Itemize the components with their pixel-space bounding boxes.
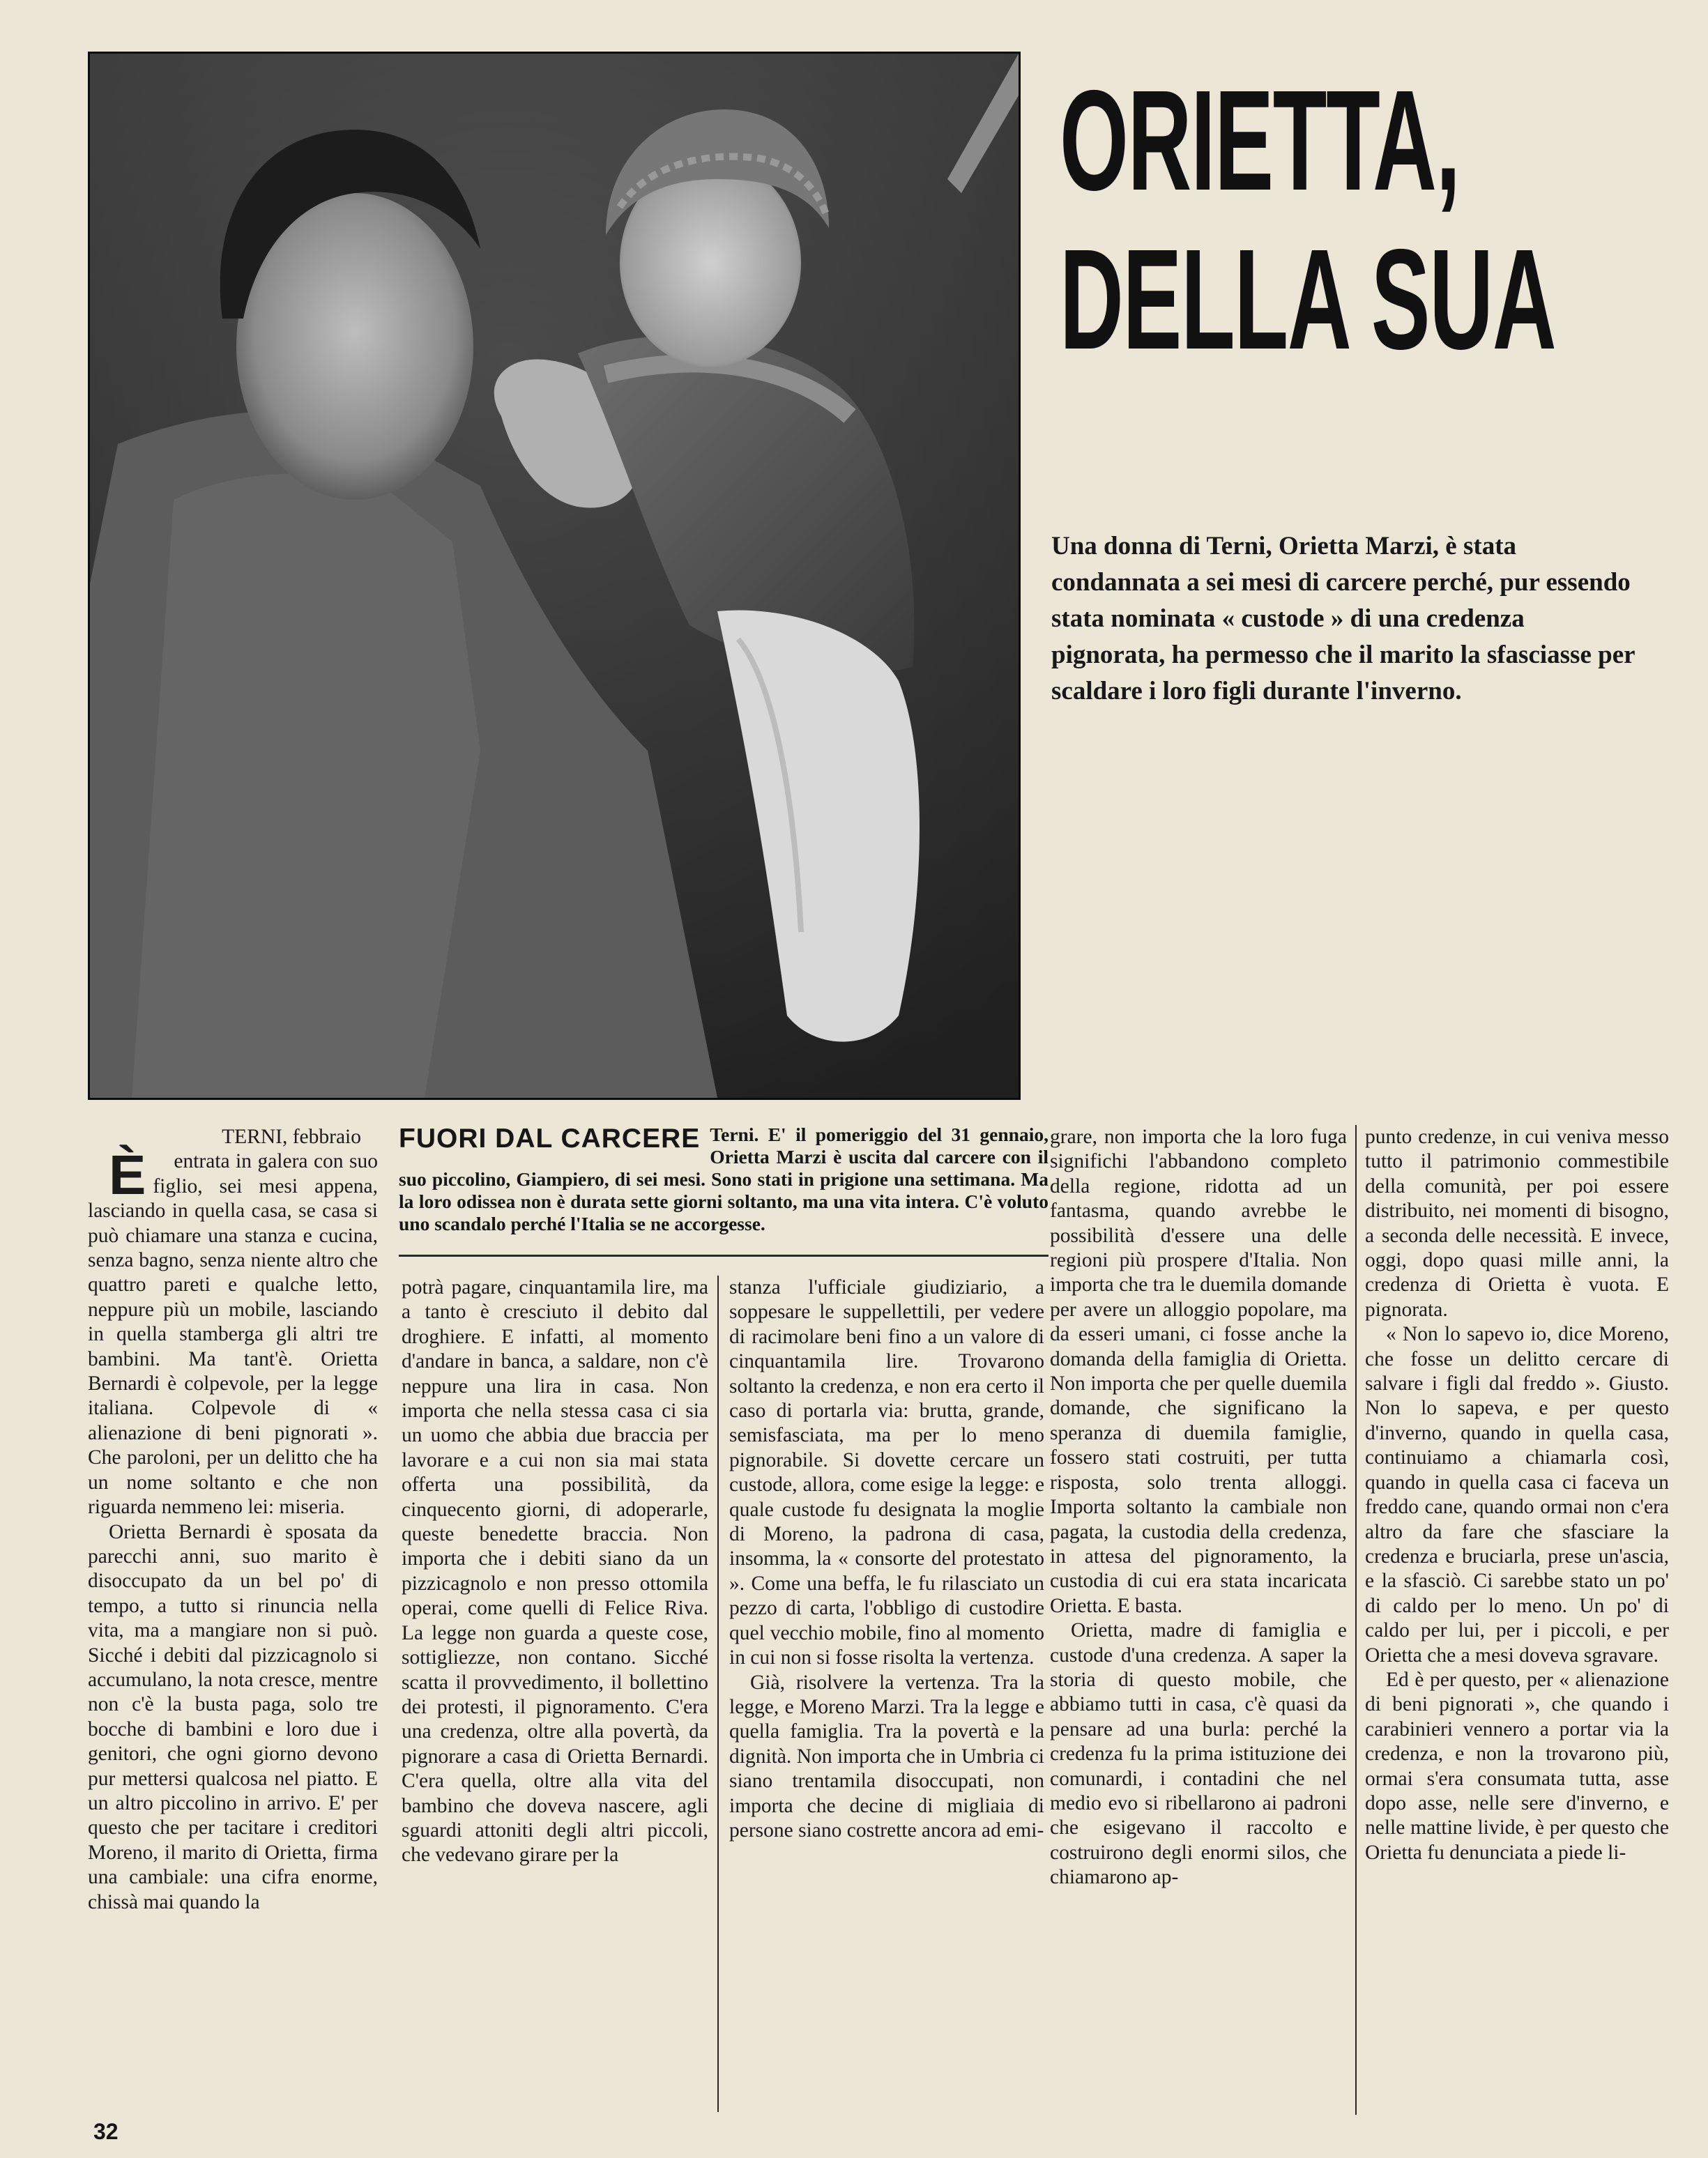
paragraph: « Non lo sapevo io, dice Moreno, che fosse un delitto cercare di salvare i figli dal freddo ». Giusto. Non lo sapeva, e per questo d'inverno, quando in quella casa, continuiamo a chiamarla così, quando in quella casa ci faceva un freddo cane, quando ormai non c'era altro da fare che sfasciare la credenza e bruciarla, prese un'ascia, e la sfasciò. Ci sarebbe stato un po' di caldo per lo meno. Un po' di caldo per lui, per i piccoli, e per Orietta che a mesi doveva sgravare.	[1365, 1323, 1669, 1667]
paragraph: Già, risolvere la vertenza. Tra la legge, e Moreno Marzi. Tra la legge e quella famiglia. Tra la povertà e la dignità. Non importa che in Umbria ci siano trentamila disoccupati, non importa che decine di migliaia di persone siano costrette ancora ad emi-	[729, 1671, 1044, 1842]
paragraph: Ed è per questo, per « alienazione di beni pignorati », che quando i carabinieri vennero a portar via la credenza, e non la trovarono più, ormai s'era consumata tutta, asse dopo asse, nelle sere d'inverno, e nelle mattine livide, è per questo che Orietta fu denunciata a piede li-	[1365, 1668, 1669, 1864]
article-column-4	[1050, 1125, 1347, 1890]
headline-line-1: ORIETTA,	[1060, 61, 1460, 220]
photo-mother-and-baby	[88, 52, 1021, 1100]
paragraph: potrà pagare, cinquantamila lire, ma a tanto è cresciuto il debito dal droghiere. E infatti, al momento d'andare in banca, a saldare, non c'è neppure una lira in casa. Non importa che nella stessa casa ci sia un uomo che abbia due braccia per lavorare e a cui non sia mai stata offerta una possibilità, da cinquecento giorni, di adoperarle, queste benedette braccia. Non importa che i debiti siano da un pizzicagnolo e non presso ottomila operai, come quelli di Felice Riva. La legge non guarda a queste cose, sottigliezze, non contano. Sicché scatta il provvedimento, il bollettino dei protesti, il pignoramento. C'era una credenza, oltre alla povertà, da pignorare a casa di Orietta Bernardi. C'era quella, oltre alla vita del bambino che doveva nascere, agli sguardi attoniti degli altri piccoli, che vedevano girare per la	[402, 1276, 708, 1867]
dateline: TERNI, febbraio	[222, 1126, 361, 1148]
paragraph: grare, non importa che la loro fuga significhi l'abbandono completo della regione, ridotta ad un fantasma, quando avrebbe le possibilità d'essere una delle regioni più prospere d'Italia. Non importa che tra le duemila domande per avere un alloggio popolare, ma da esseri umani, ci fosse anche la domanda della famiglia di Orietta. Non importa che per quelle duemila domande, che significano la speranza di duemila famiglie, fossero stati costruiti, per tutta risposta, solo trenta alloggi. Importa soltanto la cambiale non pagata, la custodia della credenza, in attesa del pignoramento, la custodia di cui era stata incaricata Orietta. E basta.	[1050, 1126, 1347, 1617]
paragraph: stanza l'ufficiale giudiziario, a soppesare le suppellettili, per vedere di racimolare beni fino a un valore di cinquantamila lire. Trovarono soltanto la credenza, e non era certo il caso di portarla via: brutta, grande, semisfasciata, ma per lo meno pignorabile. Si dovette cercare un custode, allora, come esige la legge: e quale custode fu designata la moglie di Moreno, la padrona di casa, insomma, la « consorte del protestato ». Come una beffa, le fu rilasciato un pezzo di carta, l'obbligo di custodire quel vecchio mobile, fino al momento in cui non si fosse risolta la vertenza.	[729, 1276, 1044, 1669]
column-rule	[717, 1276, 719, 2112]
paragraph: Orietta, madre di famiglia e custode d'una credenza. A saper la storia di questo mobile, che abbiamo tutti in casa, c'è quasi da pensare ad una burla: perché la credenza fu la prima istituzione dei comunardi, i contadini che nel medio evo si ribellarono ai padroni che esigevano il raccolto e costruirono degli enormi silos, che chiamarono ap-	[1050, 1619, 1347, 1889]
paragraph: Orietta Bernardi è sposata da parecchi anni, suo marito è disoccupato da un bel po' di tempo, a tutto si rinuncia nella vita, ma a mangiare non si può. Sicché i debiti dal pizzicagnolo si accumulano, la nota cresce, mentre non c'è la busta paga, solo tre bocche di bambini e loro due i genitori, che ogni giorno devono pur mettersi qualcosa nel piatto. E un altro piccolino in arrivo. E' per questo che per tacitare i creditori Moreno, il marito di Orietta, firma una cambiale: una cifra enorme, chissà mai quando la	[88, 1520, 378, 1913]
photo-illustration	[90, 54, 1019, 1098]
article-column-2	[402, 1276, 708, 1868]
caption-label: FUORI DAL CARCERE	[399, 1124, 701, 1154]
photo-caption	[399, 1124, 1049, 1235]
column-rule	[1355, 1125, 1357, 2115]
article-column-1	[88, 1125, 378, 1915]
caption-rule	[399, 1255, 1049, 1257]
drop-cap: È	[109, 1144, 146, 1207]
standfirst: Una donna di Terni, Orietta Marzi, è stata condannata a sei mesi di carcere perché, pur essendo stata nominata « custode » di una credenza pignorata, ha permesso che il marito la sfasciasse per scaldare i loro figli durante l'inverno.	[1051, 532, 1635, 705]
headline	[1060, 61, 1556, 379]
caption-text: Terni. E' il pomeriggio del 31 gennaio, Orietta Marzi è uscita dal carcere con il suo piccolino, Giampiero, di sei mesi. Sono stati in prigione una settimana. Ma la loro odissea non è durata sette giorni soltanto, ma una vita intera. C'è voluto uno scandalo perché l'Italia se ne accorgesse.	[399, 1124, 1049, 1234]
page-number: 32	[93, 2119, 119, 2144]
article-column-3	[729, 1276, 1044, 1843]
paragraph: punto credenze, in cui veniva messo tutto il patrimonio commestibile della comunità, per poi essere distribuito, nei momenti di bisogno, a seconda delle necessità. E invece, oggi, dopo quasi mille anni, la credenza di Orietta è vuota. E pignorata.	[1365, 1126, 1669, 1321]
headline-line-2: DELLA SUA	[1060, 220, 1556, 379]
article-column-5	[1365, 1125, 1669, 1865]
paragraph: entrata in galera con suo figlio, sei mesi appena, lasciando in quella casa, se casa si può chiamare una stanza e cucina, senza bagno, senza niente altro che quattro pareti e qualche letto, neppure più un mobile, lasciando in quella stamberga gli altri tre bambini. Ma tant'è. Orietta Bernardi è colpevole, per la legge italiana. Colpevole di « alienazione di beni pignorati ». Che paroloni, per un delitto che ha un nome soltanto e che non riguarda nemmeno lei: miseria.	[88, 1150, 378, 1519]
